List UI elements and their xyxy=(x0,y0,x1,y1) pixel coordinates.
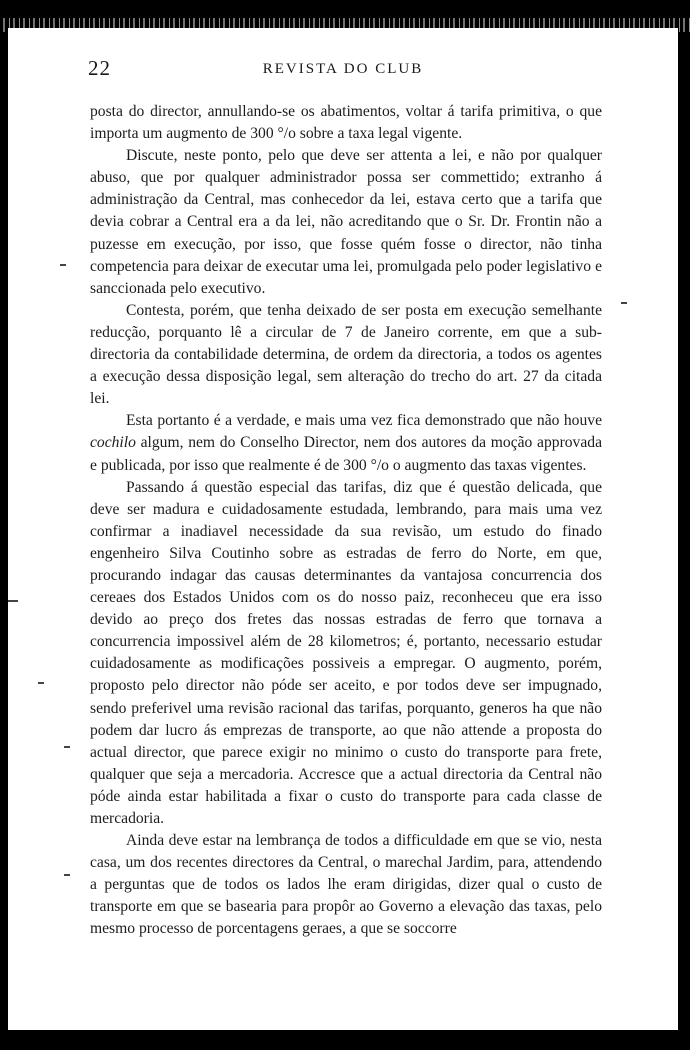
paragraph: Ainda deve estar na lembrança de todos a difficuldade em que se vio, nesta casa, um dos recentes directores da Central, o marechal Jardim, para, attendendo a perguntas que de todos os lados lhe eram dirigidas, dizer qual o custo de transporte em que se basearia para propôr ao Governo a elevação das taxas, pelo mesmo processo de porcentagens geraes, a que se soccorre xyxy=(90,832,602,938)
margin-mark xyxy=(38,682,44,684)
paragraph xyxy=(90,410,602,476)
body-text xyxy=(90,101,602,941)
margin-mark xyxy=(621,302,627,304)
paragraph: Contesta, porém, que tenha deixado de ser posta em execução semelhante reducção, porquanto lê a circular de 7 de Janeiro corrente, em que a sub-directoria da contabilidade determina, de ordem da directoria, a todos os agentes a execução dessa disposição legal, sem alteração do trecho do art. 27 da citada lei. xyxy=(90,301,602,408)
paragraph-text: Esta portanto é a verdade, e mais uma vez fica demonstrado que não houve xyxy=(126,412,602,430)
margin-mark xyxy=(60,264,66,266)
page-number: 22 xyxy=(88,56,111,80)
margin-mark xyxy=(8,600,18,602)
scan-border-top xyxy=(0,0,690,30)
paragraph: Discute, neste ponto, pelo que deve ser attenta a lei, e não por qualquer abuso, que por qualquer administrador possa ser commettido; extranho á administração da Central, mas conhecedor da lei, estava certo que a tarifa que devia cobrar a Central era a da lei, não acreditando que o Sr. Dr. Frontin não a puzesse em execução, por isso, que fosse quém fosse o director, não tinha competencia para deixar de executar uma lei, promulgada pelo poder legislativo e sanccionada pelo executivo. xyxy=(90,147,602,297)
paragraph: Passando á questão especial das tarifas, diz que é questão delicada, que deve ser madura e cuidadosamente estudada, lembrando, para mais uma vez confirmar a inadiavel necessidade da sua revisão, um estudo do finado engenheiro Silva Coutinho sobre as estradas de ferro do Norte, em que, procurando indagar das causas determinantes da vantajosa concurrencia dos cereaes dos Estados Unidos com os do nosso paiz, reconheceu que era isso devido ao preço dos fretes das nossas estradas de ferro que tornava a concurrencia impossivel além de 28 kilometros; é, portanto, necessario estudar cuidadosamente as modificações possiveis a empregar. O augmento, porém, proposto pelo director não póde ser aceito, e por todos deve ser impugnado, sendo preferivel uma revisão racional das tarifas, porquanto, generos ha que não podem dar lucro ás emprezas de transporte, ao que não attende a proposta do actual director, que parece exigir no minimo o custo do transporte para frete, qualquer que seja a mercadoria. Accresce que a actual directoria da Central não póde ainda estar habilitada a fixar o custo do transporte para cada classe de mercadoria. xyxy=(90,478,602,827)
paragraph-text: algum, nem do Conselho Director, nem dos autores da moção approvada e publicada, por isso que realmente é de 300 °/o o augmento das taxas vigentes. xyxy=(90,434,602,474)
margin-mark xyxy=(64,746,70,748)
margin-mark xyxy=(64,874,70,876)
book-page xyxy=(8,28,678,1030)
running-title: REVISTA DO CLUB xyxy=(262,61,424,77)
emphasis-word: cochilo xyxy=(90,434,136,452)
paragraph: posta do director, annullando-se os abatimentos, voltar á tarifa primitiva, o que importa um augmento de 300 °/o sobre a taxa legal vigente. xyxy=(90,103,602,143)
